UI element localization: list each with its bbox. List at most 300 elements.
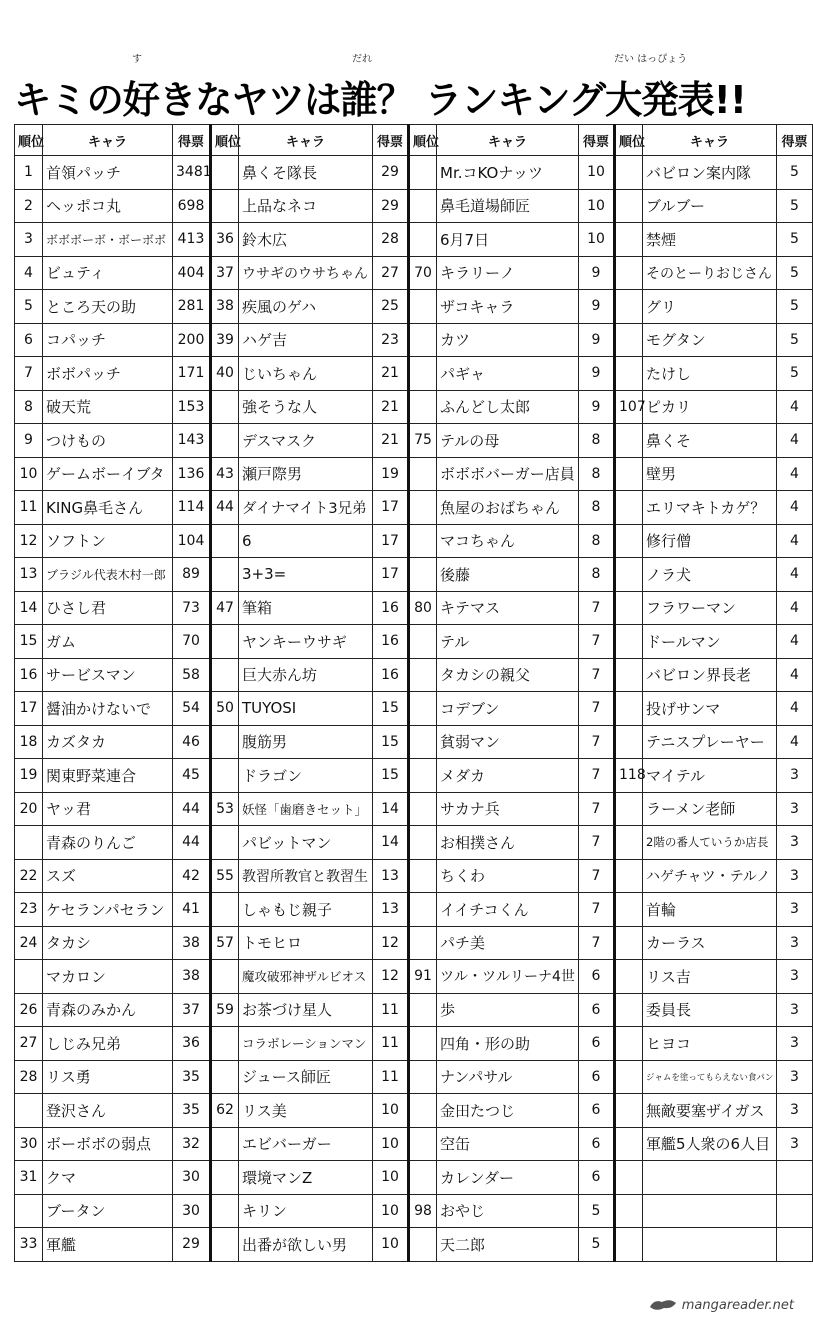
- name-cell: サカナ兵: [437, 792, 579, 826]
- votes-cell: 70: [173, 625, 211, 659]
- table-row: [15, 524, 813, 558]
- name-cell: カツ: [437, 323, 579, 357]
- rank-cell: [409, 993, 437, 1027]
- rank-cell: [409, 658, 437, 692]
- votes-cell: 143: [173, 424, 211, 458]
- votes-cell: 10: [373, 1094, 409, 1128]
- votes-cell: 10: [373, 1127, 409, 1161]
- name-cell: グリ: [643, 290, 777, 324]
- header-votes: 得票: [173, 125, 211, 156]
- votes-cell: 171: [173, 357, 211, 391]
- votes-cell: 46: [173, 725, 211, 759]
- header-rank: 順位: [211, 125, 239, 156]
- votes-cell: 10: [579, 223, 615, 257]
- name-cell: 無敵要塞ザイガス: [643, 1094, 777, 1128]
- ranking-table: [14, 124, 813, 1262]
- rank-cell: [211, 1194, 239, 1228]
- name-cell: リス美: [239, 1094, 373, 1128]
- votes-cell: 58: [173, 658, 211, 692]
- name-cell: カーラス: [643, 926, 777, 960]
- name-cell: ブータン: [43, 1194, 173, 1228]
- name-cell: 委員長: [643, 993, 777, 1027]
- rank-cell: [615, 1094, 643, 1128]
- votes-cell: 15: [373, 759, 409, 793]
- rank-cell: [615, 893, 643, 927]
- name-cell: お茶づけ星人: [239, 993, 373, 1027]
- name-cell: しじみ兄弟: [43, 1027, 173, 1061]
- name-cell: テニスプレーヤー: [643, 725, 777, 759]
- votes-cell: 698: [173, 189, 211, 223]
- votes-cell: 29: [173, 1228, 211, 1262]
- votes-cell: 6: [579, 993, 615, 1027]
- name-cell: ドールマン: [643, 625, 777, 659]
- ruby-daihappyou: だい はっぴょう: [614, 54, 688, 65]
- votes-cell: 6: [579, 1161, 615, 1195]
- rank-cell: [615, 357, 643, 391]
- table-row: [15, 826, 813, 860]
- rank-cell: [409, 323, 437, 357]
- rank-cell: 31: [15, 1161, 43, 1195]
- name-cell: リス勇: [43, 1060, 173, 1094]
- name-cell: ジャムを塗ってもらえない食パン: [643, 1060, 777, 1094]
- votes-cell: 5: [777, 290, 813, 324]
- name-cell: 疾風のゲハ: [239, 290, 373, 324]
- rank-cell: [211, 658, 239, 692]
- rank-cell: [409, 357, 437, 391]
- name-cell: ボボボバーガー店員: [437, 457, 579, 491]
- name-cell: バビロン界長老: [643, 658, 777, 692]
- votes-cell: 7: [579, 792, 615, 826]
- name-cell: 破天荒: [43, 390, 173, 424]
- header-name: キャラ: [43, 125, 173, 156]
- votes-cell: 7: [579, 859, 615, 893]
- watermark-text: mangareader.net: [681, 1297, 794, 1313]
- rank-cell: [615, 1027, 643, 1061]
- votes-cell: 23: [373, 323, 409, 357]
- votes-cell: 17: [373, 558, 409, 592]
- table-row: [15, 625, 813, 659]
- name-cell: マイテル: [643, 759, 777, 793]
- rank-cell: [409, 926, 437, 960]
- votes-cell: 6: [579, 1127, 615, 1161]
- rank-cell: 18: [15, 725, 43, 759]
- name-cell: TUYOSI: [239, 692, 373, 726]
- table-row: [15, 859, 813, 893]
- votes-cell: 136: [173, 457, 211, 491]
- rank-cell: [409, 1127, 437, 1161]
- table-row: [15, 725, 813, 759]
- rank-cell: [211, 1228, 239, 1262]
- name-cell: ケセランパセラン: [43, 893, 173, 927]
- rank-cell: [615, 792, 643, 826]
- rank-cell: [615, 926, 643, 960]
- rank-cell: [409, 1228, 437, 1262]
- rank-cell: 1: [15, 156, 43, 190]
- rank-cell: [615, 658, 643, 692]
- table-row: [15, 1161, 813, 1195]
- rank-cell: [615, 692, 643, 726]
- rank-cell: 59: [211, 993, 239, 1027]
- name-cell: たけし: [643, 357, 777, 391]
- votes-cell: 27: [373, 256, 409, 290]
- name-cell: 貧弱マン: [437, 725, 579, 759]
- rank-cell: [409, 625, 437, 659]
- rank-cell: 33: [15, 1228, 43, 1262]
- name-cell: 環境マンZ: [239, 1161, 373, 1195]
- votes-cell: 7: [579, 725, 615, 759]
- votes-cell: 8: [579, 457, 615, 491]
- rank-cell: [211, 725, 239, 759]
- name-cell: 修行僧: [643, 524, 777, 558]
- rank-cell: [211, 524, 239, 558]
- title-ruby: [14, 48, 794, 70]
- rank-cell: [211, 625, 239, 659]
- rank-cell: 4: [15, 256, 43, 290]
- votes-cell: 29: [373, 189, 409, 223]
- name-cell: クマ: [43, 1161, 173, 1195]
- rank-cell: 2: [15, 189, 43, 223]
- rank-cell: [409, 1027, 437, 1061]
- table-row: [15, 692, 813, 726]
- votes-cell: 10: [373, 1161, 409, 1195]
- name-cell: そのとーりおじさん: [643, 256, 777, 290]
- votes-cell: 42: [173, 859, 211, 893]
- rank-cell: [211, 1127, 239, 1161]
- name-cell: 天二郎: [437, 1228, 579, 1262]
- rank-cell: 40: [211, 357, 239, 391]
- name-cell: 鼻毛道場師匠: [437, 189, 579, 223]
- name-cell: ヤンキーウサギ: [239, 625, 373, 659]
- header-votes: 得票: [373, 125, 409, 156]
- name-cell: 青森のりんご: [43, 826, 173, 860]
- rank-cell: [615, 1194, 643, 1228]
- table-row: [15, 1027, 813, 1061]
- name-cell: ガム: [43, 625, 173, 659]
- votes-cell: 3: [777, 893, 813, 927]
- name-cell: ザコキャラ: [437, 290, 579, 324]
- name-cell: 軍艦5人衆の6人目: [643, 1127, 777, 1161]
- votes-cell: 7: [579, 759, 615, 793]
- votes-cell: [777, 1194, 813, 1228]
- rank-cell: 8: [15, 390, 43, 424]
- rank-cell: [211, 1161, 239, 1195]
- table-row: [15, 558, 813, 592]
- rank-cell: 26: [15, 993, 43, 1027]
- name-cell: おやじ: [437, 1194, 579, 1228]
- votes-cell: 54: [173, 692, 211, 726]
- rank-cell: [615, 859, 643, 893]
- table-row: [15, 256, 813, 290]
- rank-cell: [409, 792, 437, 826]
- header-name: キャラ: [239, 125, 373, 156]
- name-cell: バビロン案内隊: [643, 156, 777, 190]
- votes-cell: 4: [777, 457, 813, 491]
- name-cell: 青森のみかん: [43, 993, 173, 1027]
- rank-cell: [409, 859, 437, 893]
- name-cell: 禁煙: [643, 223, 777, 257]
- rank-cell: [409, 189, 437, 223]
- name-cell: ジュース師匠: [239, 1060, 373, 1094]
- votes-cell: 73: [173, 591, 211, 625]
- votes-cell: 5: [777, 256, 813, 290]
- rank-cell: 91: [409, 960, 437, 994]
- name-cell: ドラゴン: [239, 759, 373, 793]
- votes-cell: [777, 1161, 813, 1195]
- votes-cell: 153: [173, 390, 211, 424]
- rank-cell: [615, 591, 643, 625]
- rank-cell: 44: [211, 491, 239, 525]
- name-cell: 壁男: [643, 457, 777, 491]
- rank-cell: [409, 156, 437, 190]
- name-cell: じいちゃん: [239, 357, 373, 391]
- name-cell: ひさし君: [43, 591, 173, 625]
- votes-cell: 5: [777, 323, 813, 357]
- votes-cell: 16: [373, 625, 409, 659]
- rank-cell: [615, 993, 643, 1027]
- name-cell: 出番が欲しい男: [239, 1228, 373, 1262]
- votes-cell: 89: [173, 558, 211, 592]
- votes-cell: 37: [173, 993, 211, 1027]
- votes-cell: 7: [579, 591, 615, 625]
- rank-cell: [615, 323, 643, 357]
- rank-cell: 53: [211, 792, 239, 826]
- votes-cell: 10: [373, 1194, 409, 1228]
- votes-cell: 3: [777, 926, 813, 960]
- rank-cell: [615, 290, 643, 324]
- name-cell: ヘッポコ丸: [43, 189, 173, 223]
- rank-cell: 17: [15, 692, 43, 726]
- votes-cell: 9: [579, 323, 615, 357]
- name-cell: ボボボーボ・ボーボボ: [43, 223, 173, 257]
- votes-cell: 25: [373, 290, 409, 324]
- rank-cell: [15, 960, 43, 994]
- table-row: [15, 759, 813, 793]
- rank-cell: 13: [15, 558, 43, 592]
- name-cell: イイチコくん: [437, 893, 579, 927]
- votes-cell: 6: [579, 1060, 615, 1094]
- votes-cell: 8: [579, 424, 615, 458]
- rank-cell: 16: [15, 658, 43, 692]
- name-cell: 歩: [437, 993, 579, 1027]
- rank-cell: 27: [15, 1027, 43, 1061]
- table-row: [15, 591, 813, 625]
- votes-cell: 11: [373, 1027, 409, 1061]
- votes-cell: 11: [373, 1060, 409, 1094]
- votes-cell: 4: [777, 658, 813, 692]
- name-cell: 鼻くそ隊長: [239, 156, 373, 190]
- rank-cell: [615, 491, 643, 525]
- rank-cell: 23: [15, 893, 43, 927]
- votes-cell: 8: [579, 524, 615, 558]
- rank-cell: [409, 759, 437, 793]
- votes-cell: 12: [373, 926, 409, 960]
- votes-cell: 5: [579, 1228, 615, 1262]
- name-cell: 3+3=: [239, 558, 373, 592]
- header-votes: 得票: [777, 125, 813, 156]
- rank-cell: 57: [211, 926, 239, 960]
- votes-cell: 36: [173, 1027, 211, 1061]
- name-cell: ふんどし太郎: [437, 390, 579, 424]
- votes-cell: 11: [373, 993, 409, 1027]
- rank-cell: 75: [409, 424, 437, 458]
- table-header-row: [15, 125, 813, 156]
- name-cell: 巨大赤ん坊: [239, 658, 373, 692]
- name-cell: マコちゃん: [437, 524, 579, 558]
- name-cell: パチ美: [437, 926, 579, 960]
- rank-cell: 70: [409, 256, 437, 290]
- ruby-dare: だれ: [352, 54, 372, 65]
- name-cell: ボーボボの弱点: [43, 1127, 173, 1161]
- name-cell: ブルブー: [643, 189, 777, 223]
- name-cell: 魔攻破邪神ザルビオス: [239, 960, 373, 994]
- rank-cell: [409, 524, 437, 558]
- name-cell: 登沢さん: [43, 1094, 173, 1128]
- name-cell: スズ: [43, 859, 173, 893]
- votes-cell: 14: [373, 792, 409, 826]
- table-row: [15, 156, 813, 190]
- name-cell: 鈴木広: [239, 223, 373, 257]
- table-row: [15, 658, 813, 692]
- rank-cell: 22: [15, 859, 43, 893]
- name-cell: ヒヨコ: [643, 1027, 777, 1061]
- name-cell: 首輪: [643, 893, 777, 927]
- rank-cell: [211, 759, 239, 793]
- rank-cell: 24: [15, 926, 43, 960]
- rank-cell: 118: [615, 759, 643, 793]
- rank-cell: [615, 223, 643, 257]
- rank-cell: 10: [15, 457, 43, 491]
- votes-cell: 29: [373, 156, 409, 190]
- votes-cell: 9: [579, 357, 615, 391]
- name-cell: 2階の番人ていうか店長: [643, 826, 777, 860]
- votes-cell: 17: [373, 524, 409, 558]
- name-cell: モグタン: [643, 323, 777, 357]
- rank-cell: 5: [15, 290, 43, 324]
- rank-cell: [409, 725, 437, 759]
- name-cell: つけもの: [43, 424, 173, 458]
- header-name: キャラ: [643, 125, 777, 156]
- votes-cell: 17: [373, 491, 409, 525]
- name-cell: ナンパサル: [437, 1060, 579, 1094]
- votes-cell: 10: [579, 156, 615, 190]
- name-cell: 醤油かけないで: [43, 692, 173, 726]
- table-row: [15, 926, 813, 960]
- votes-cell: 8: [579, 558, 615, 592]
- rank-cell: [615, 1060, 643, 1094]
- name-cell: ソフトン: [43, 524, 173, 558]
- votes-cell: 4: [777, 558, 813, 592]
- name-cell: ノラ犬: [643, 558, 777, 592]
- rank-cell: [409, 893, 437, 927]
- votes-cell: 3: [777, 1127, 813, 1161]
- table-row: [15, 1228, 813, 1262]
- name-cell: 腹筋男: [239, 725, 373, 759]
- votes-cell: 7: [579, 625, 615, 659]
- votes-cell: 19: [373, 457, 409, 491]
- name-cell: ブラジル代表木村一郎: [43, 558, 173, 592]
- rank-cell: [15, 1194, 43, 1228]
- votes-cell: 5: [777, 223, 813, 257]
- rank-cell: 55: [211, 859, 239, 893]
- rank-cell: [615, 558, 643, 592]
- name-cell: ツル・ツルリーナ4世: [437, 960, 579, 994]
- rank-cell: [615, 156, 643, 190]
- rank-cell: [615, 1161, 643, 1195]
- rank-cell: [615, 256, 643, 290]
- votes-cell: 8: [579, 491, 615, 525]
- name-cell: 四角・形の助: [437, 1027, 579, 1061]
- table-row: [15, 424, 813, 458]
- rank-cell: 98: [409, 1194, 437, 1228]
- votes-cell: 21: [373, 424, 409, 458]
- name-cell: テルの母: [437, 424, 579, 458]
- rank-cell: 19: [15, 759, 43, 793]
- name-cell: [643, 1228, 777, 1262]
- table-row: [15, 290, 813, 324]
- table-row: [15, 189, 813, 223]
- table-row: [15, 390, 813, 424]
- rank-cell: [15, 826, 43, 860]
- votes-cell: 200: [173, 323, 211, 357]
- rank-cell: [409, 1094, 437, 1128]
- votes-cell: 5: [579, 1194, 615, 1228]
- rank-cell: [615, 524, 643, 558]
- votes-cell: 281: [173, 290, 211, 324]
- rank-cell: [409, 1161, 437, 1195]
- rank-cell: 15: [15, 625, 43, 659]
- rank-cell: [615, 457, 643, 491]
- rank-cell: [409, 692, 437, 726]
- rank-cell: 39: [211, 323, 239, 357]
- rank-cell: [409, 390, 437, 424]
- name-cell: [643, 1161, 777, 1195]
- name-cell: パビットマン: [239, 826, 373, 860]
- name-cell: 軍艦: [43, 1228, 173, 1262]
- rank-cell: 36: [211, 223, 239, 257]
- ruby-su: す: [132, 54, 142, 65]
- rank-cell: 47: [211, 591, 239, 625]
- rank-cell: 62: [211, 1094, 239, 1128]
- name-cell: ボボパッチ: [43, 357, 173, 391]
- rank-cell: 6: [15, 323, 43, 357]
- votes-cell: 12: [373, 960, 409, 994]
- table-row: [15, 491, 813, 525]
- votes-cell: 6: [579, 1094, 615, 1128]
- rank-cell: [211, 390, 239, 424]
- name-cell: キテマス: [437, 591, 579, 625]
- rank-cell: [211, 960, 239, 994]
- table-row: [15, 960, 813, 994]
- votes-cell: 4: [777, 625, 813, 659]
- votes-cell: 6: [579, 1027, 615, 1061]
- rank-cell: [409, 290, 437, 324]
- rank-cell: [15, 1094, 43, 1128]
- votes-cell: 7: [579, 926, 615, 960]
- name-cell: テル: [437, 625, 579, 659]
- name-cell: Mr.コKOナッツ: [437, 156, 579, 190]
- name-cell: ダイナマイト3兄弟: [239, 491, 373, 525]
- rank-cell: [211, 893, 239, 927]
- votes-cell: 4: [777, 390, 813, 424]
- name-cell: ところ天の助: [43, 290, 173, 324]
- votes-cell: 6: [579, 960, 615, 994]
- rank-cell: [615, 625, 643, 659]
- name-cell: 6月7日: [437, 223, 579, 257]
- watermark: [648, 1297, 794, 1313]
- votes-cell: 3: [777, 1060, 813, 1094]
- rank-cell: 9: [15, 424, 43, 458]
- votes-cell: 21: [373, 390, 409, 424]
